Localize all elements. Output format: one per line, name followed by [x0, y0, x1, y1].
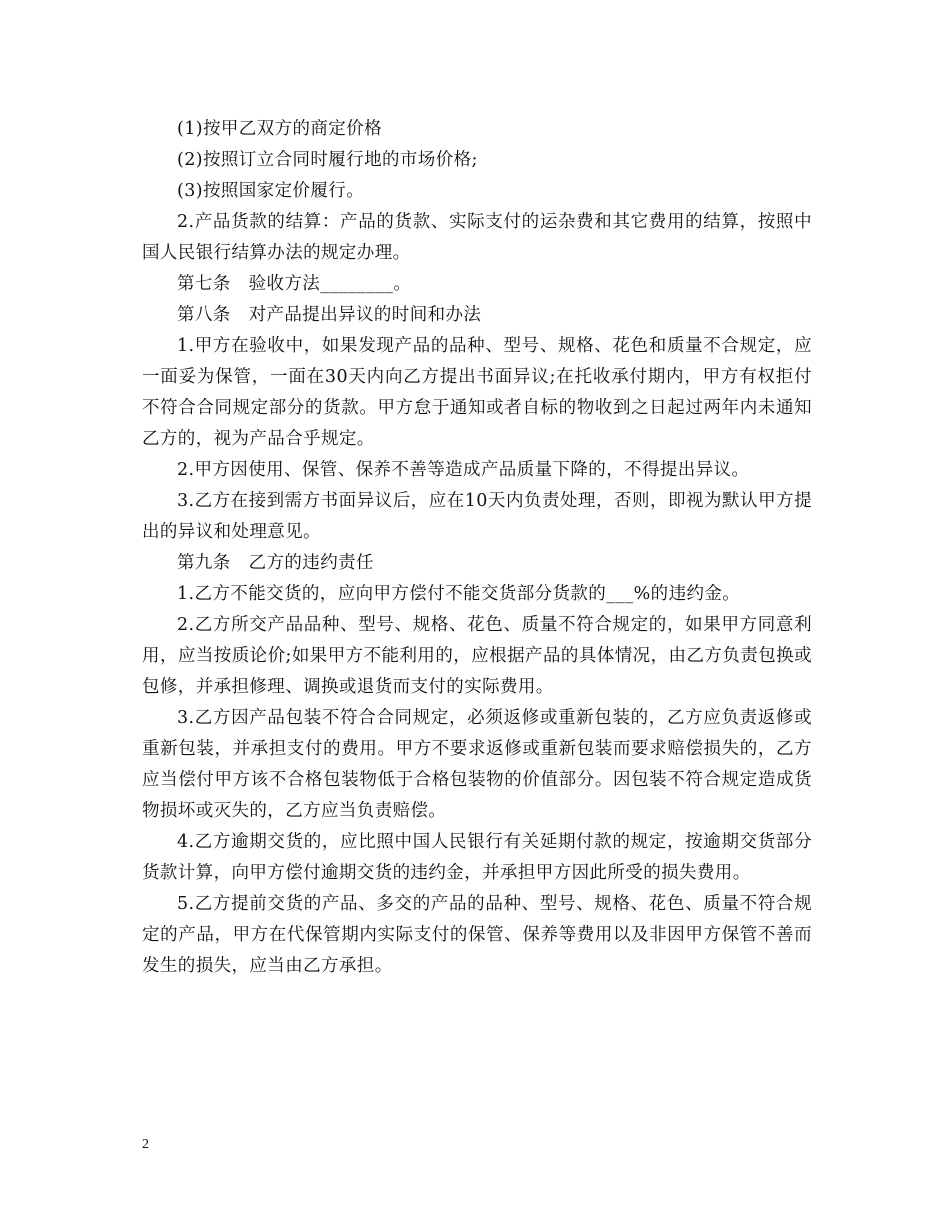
paragraph-article-9-item-1: 1.乙方不能交货的，应向甲方偿付不能交货部分货款的___%的违约金。 — [177, 584, 741, 604]
paragraph-settlement: 2.产品货款的结算：产品的货款、实际支付的运杂费和其它费用的结算，按照中国人民银行结算办法的规定办理。 — [142, 212, 812, 263]
paragraph-article-9-item-3: 3.乙方因产品包装不符合合同规定，必须返修或重新包装的，乙方应负责返修或重新包装，并承担支付的费用。甲方不要求返修或重新包装而要求赔偿损失的，乙方应当偿付甲方该不合格包装物低于合格包装物的价值部分。因包装不符合规定造成货物损坏或灭失的，乙方应当负责赔偿。 — [142, 708, 812, 821]
paragraph-clause-1: (1)按甲乙双方的商定价格 — [177, 119, 382, 139]
paragraph-clause-3: (3)按照国家定价履行。 — [177, 181, 365, 201]
paragraph-article-8-item-3: 3.乙方在接到需方书面异议后，应在10天内负责处理，否则，即视为默认甲方提出的异议和处理意见。 — [142, 491, 812, 542]
paragraph-article-8-item-2: 2.甲方因使用、保管、保养不善等造成产品质量下降的，不得提出异议。 — [177, 460, 750, 480]
page-number: 2 — [142, 1137, 149, 1152]
paragraph-article-8-item-1: 1.甲方在验收中，如果发现产品的品种、型号、规格、花色和质量不合规定，应一面妥为保管，一面在30天内向乙方提出书面异议;在托收承付期内，甲方有权拒付不符合合同规定部分的货款。甲方怠于通知或者自标的物收到之日起过两年内未通知乙方的，视为产品合乎规定。 — [142, 336, 812, 449]
paragraph-article-9-item-2: 2.乙方所交产品品种、型号、规格、花色、质量不符合规定的，如果甲方同意利用，应当按质论价;如果甲方不能利用的，应根据产品的具体情况，由乙方负责包换或包修，并承担修理、调换或退货而支付的实际费用。 — [142, 615, 812, 697]
article-9-heading: 第九条 乙方的违约责任 — [177, 553, 374, 573]
document-body — [142, 114, 812, 982]
paragraph-clause-2: (2)按照订立合同时履行地的市场价格; — [177, 150, 478, 170]
article-7-heading: 第七条 验收方法________。 — [177, 274, 412, 294]
article-8-heading: 第八条 对产品提出异议的时间和办法 — [177, 305, 482, 325]
paragraph-article-9-item-5: 5.乙方提前交货的产品、多交的产品的品种、型号、规格、花色、质量不符合规定的产品，甲方在代保管期内实际支付的保管、保养等费用以及非因甲方保管不善而发生的损失，应当由乙方承担。 — [142, 894, 812, 976]
paragraph-article-9-item-4: 4.乙方逾期交货的，应比照中国人民银行有关延期付款的规定，按逾期交货部分货款计算，向甲方偿付逾期交货的违约金，并承担甲方因此所受的损失费用。 — [142, 832, 812, 883]
